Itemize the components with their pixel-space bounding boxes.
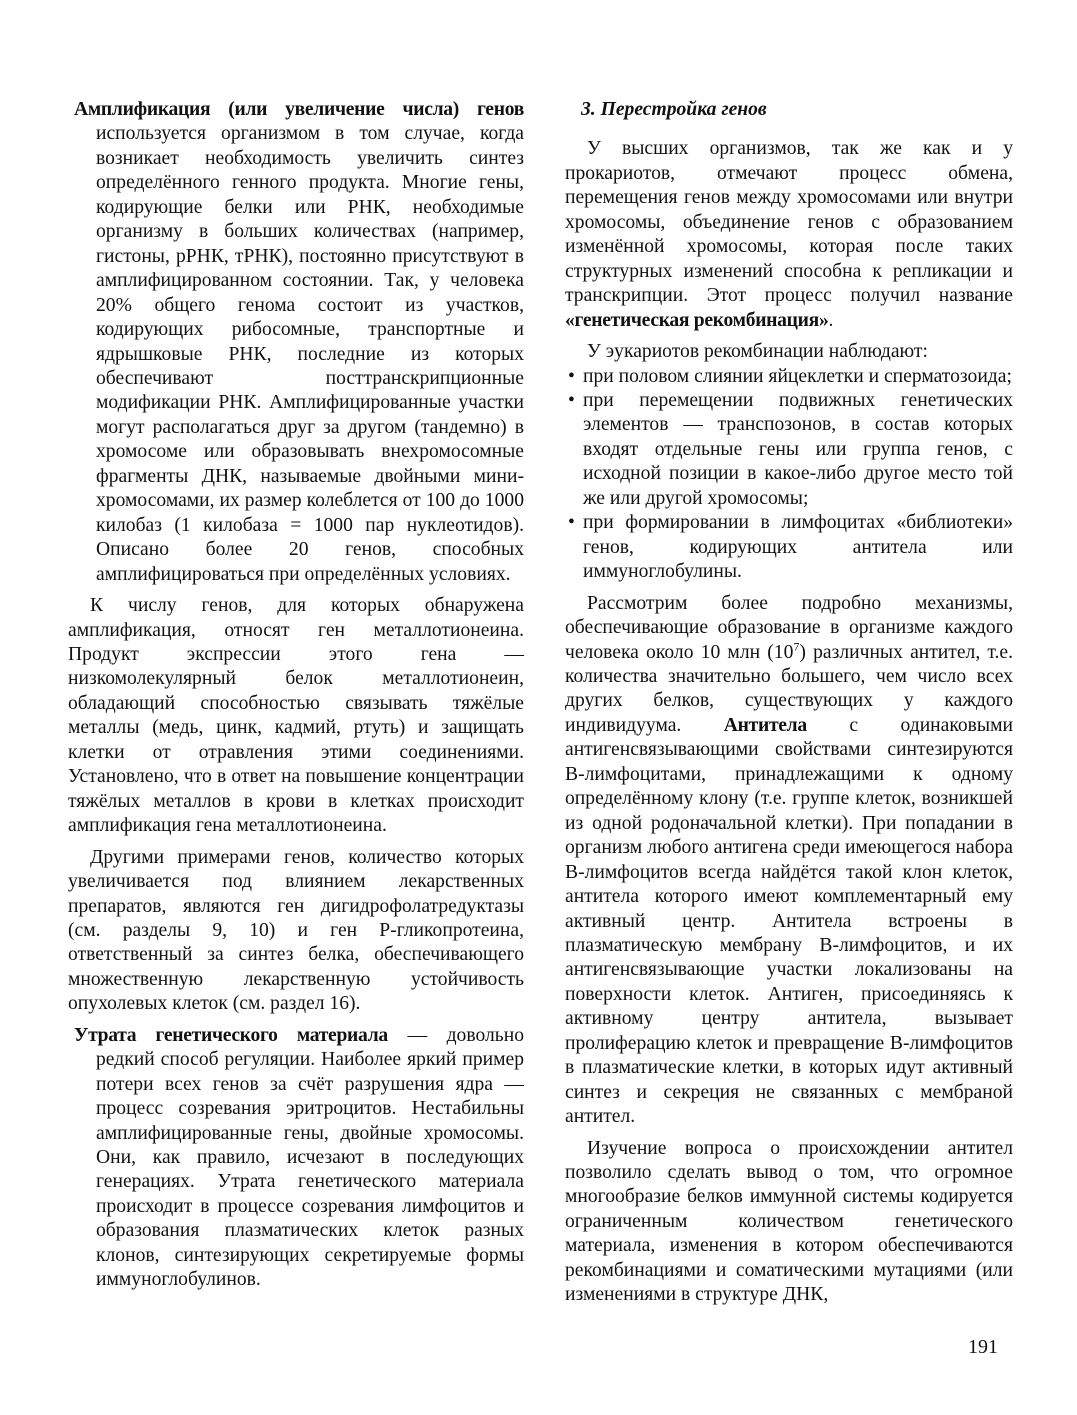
list-intro: У эукариотов рекомбинации наблюдают: — [587, 341, 928, 363]
term-recombination: «генетическая рекомбинация» — [565, 309, 829, 331]
paragraph-text: используется организмом в том случае, когда возникает необходимость увеличить синтез определённого генного продукта. Многие гены, кодирующие белки или РНК, необходимые организму в больших количествах (например, гистоны, рРНК, тРНК), постоянно присутствуют в амплифицированном состоянии. Так, у человека 20% общего генома состоит из участков, кодирующих рибосомные, транспортные и ядрышковые РНК, последние из которых обеспечивают посттранскрипционные модификации РНК. Амплифицированные участки могут располагаться друг за другом (тандемно) в хромосоме или образовывать внехромосомные фрагменты ДНК, называемые двойными мини-хромосомами, их размер колеблется от 100 до 1000 килобаз (1 килобаза = 1000 пар нуклеотидов). Описано более 20 генов, способных амплифицироваться при определённых условиях. — [96, 123, 524, 585]
paragraph-drug-genes: Другими примерами генов, количество которых увеличивается под влиянием лекарственных препаратов, являются ген дигидрофолатредуктазы (см. разделы 9, 10) и ген Р-гликопротеина, ответственный за синтез белка, обеспечивающего множественную лекарственную устойчивость опухолевых клеток (см. раздел 16). — [68, 846, 524, 1015]
paragraph-metallothionein: К числу генов, для которых обнаружена амплификация, относят ген металлотионеина. Продукт экспрессии этого гена — низкомолекулярный белок металлотионеин, обладающий способностью связывать тяжёлые металлы (медь, цинк, кадмий, ртуть) и защищать клетки от отравления этими соединениями. Установлено, что в ответ на повышение концентрации тяжёлых металлов в крови в клетках происходит амплификация гена металлотионеина. — [68, 595, 524, 837]
page-number: 191 — [968, 1336, 998, 1358]
paragraph-text: Рассмотрим более подробно механизмы, обеспечивающие образование в организме каждого человека около 10 млн (10 — [565, 592, 1013, 663]
superscript: 7 — [793, 638, 800, 653]
paragraph-antibodies — [565, 592, 1013, 1130]
recombination-list — [565, 365, 1013, 585]
left-column — [68, 98, 524, 1300]
paragraph-text: с одинаковыми антигенсвязывающими свойствами синтезируются В-лимфоцитами, принадлежащими к одному определённому клону (т.е. группе клеток, возникшей из одной родоначальной клетки). При попадании в организм любого антигена среди имеющегося набора В-лимфоцитов всегда найдётся такой клон клеток, антитела которого имеют комплементарный ему активный центр. Антитела встроены в плазматическую мембрану В-лимфоцитов, и их антигенсвязывающие участки локализованы на поверхности клеток. Антиген, присоединяясь к активному центру антитела, вызывает пролиферацию клеток и превращение В-лимфоцитов в плазматические клетки, в которых идут активный синтез и секреция не связанных с мембраной антител. — [565, 714, 1013, 1128]
list-item: • при формировании в лимфоцитах «библиотеки» генов, кодирующих антитела или иммуноглобулины. — [565, 511, 1013, 584]
right-column — [565, 98, 1013, 1315]
paragraph-tail: . — [828, 309, 834, 331]
paragraph-recombination — [565, 137, 1013, 333]
term-gene-loss: Утрата генетического материала — [74, 1024, 388, 1046]
term-amplification: Амплификация (или увеличение числа) генов — [74, 99, 524, 120]
section-heading: 3. Перестройка генов — [581, 99, 767, 120]
paragraph-amplification — [74, 98, 524, 587]
paragraph-gene-loss — [74, 1024, 524, 1293]
list-item: • при перемещении подвижных генетических элементов — транспозонов, в состав которых входят отдельные гены или группа генов, с исходной позиции в какое-либо другое место той же или другой хромосомы; — [565, 389, 1013, 511]
paragraph-text: ) различных антител, т.е. количества значительно большего, чем число всех других белков, существующих у каждого индивидуума. — [565, 641, 1013, 736]
paragraph-conclusion: Изучение вопроса о происхождении антител позволило сделать вывод о том, что огромное многообразие белков иммунной системы кодируется ограниченным количеством генетического материала, изменения в котором обеспечиваются рекомбинациями и соматическими мутациями (или изменениями в структуре ДНК, — [565, 1137, 1013, 1306]
paragraph-text: — довольно редкий способ регуляции. Наиболее яркий пример потери всех генов за счёт разрушения ядра — процесс созревания эритроцитов. Нестабильны амплифицированные гены, двойные хромосомы. Они, как правило, исчезают в последующих генерациях. Утрата генетического материала происходит в процессе созревания лимфоцитов и образования плазматических клеток разных клонов, синтезирующих секретируемые формы иммуноглобулинов. — [96, 1024, 524, 1291]
paragraph-text: У высших организмов, так же как и у прокариотов, отмечают процесс обмена, перемещения генов между хромосомами или внутри хромосомы, объединение генов с образованием изменённой хромосомы, которая после таких структурных изменений способна к репликации и транскрипции. Этот процесс получил название — [565, 138, 1013, 307]
list-item: • при половом слиянии яйцеклетки и сперматозоида; — [565, 365, 1013, 389]
term-antibodies: Антитела — [723, 714, 807, 736]
